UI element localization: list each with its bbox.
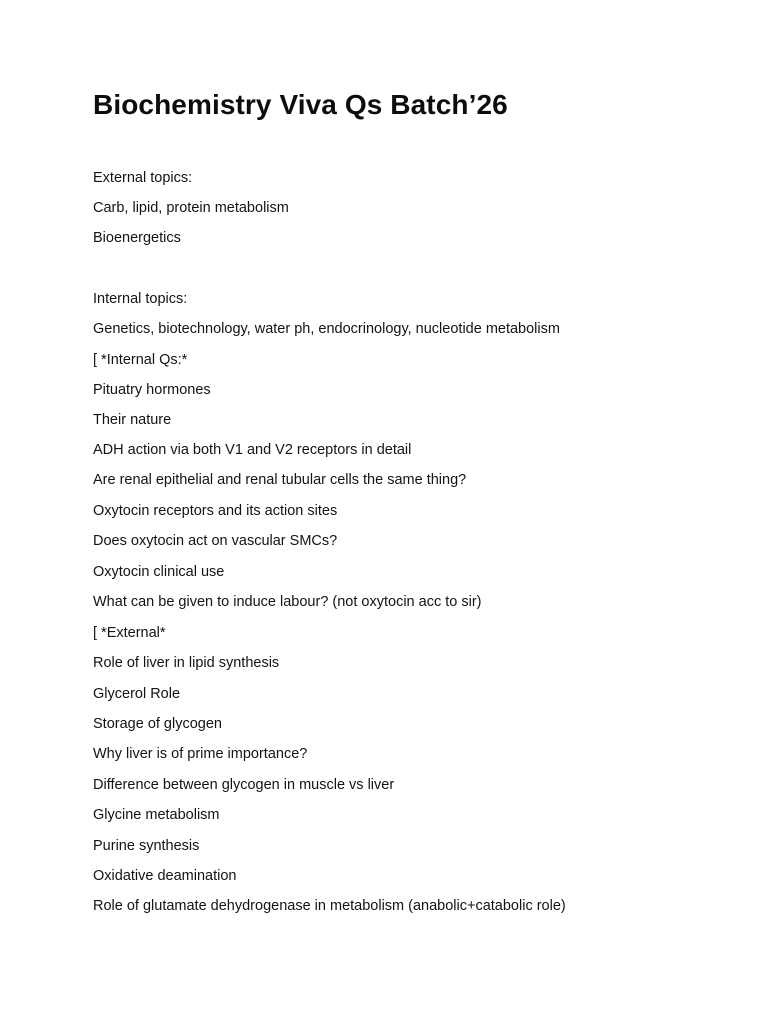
text-line: Glycine metabolism xyxy=(93,807,220,823)
text-line: Role of liver in lipid synthesis xyxy=(93,655,280,671)
text-line: Glycerol Role xyxy=(93,686,181,702)
text-line: ADH action via both V1 and V2 receptors in detail xyxy=(93,442,412,458)
text-line: Oxytocin receptors and its action sites xyxy=(93,503,338,519)
document-title: Biochemistry Viva Qs Batch’26 xyxy=(93,89,508,120)
text-line: Purine synthesis xyxy=(93,838,200,854)
text-line: Their nature xyxy=(93,412,172,428)
text-line: Does oxytocin act on vascular SMCs? xyxy=(93,533,338,549)
internal-topics-heading: Internal topics: xyxy=(93,291,188,307)
text-line: Oxytocin clinical use xyxy=(93,564,225,580)
text-line: What can be given to induce labour? (not oxytocin acc to sir) xyxy=(93,594,482,610)
text-line: Carb, lipid, protein metabolism xyxy=(93,200,289,216)
external-topics-heading: External topics: xyxy=(93,170,193,186)
external-qs-heading: [ *External* xyxy=(93,625,166,641)
text-line: Why liver is of prime importance? xyxy=(93,746,308,762)
text-line: Storage of glycogen xyxy=(93,716,222,732)
text-line: Oxidative deamination xyxy=(93,868,237,884)
text-line: Genetics, biotechnology, water ph, endocrinology, nucleotide metabolism xyxy=(93,321,560,337)
text-line: Pituatry hormones xyxy=(93,382,211,398)
text-line: Bioenergetics xyxy=(93,230,181,246)
text-line: Are renal epithelial and renal tubular cells the same thing? xyxy=(93,472,467,488)
text-line: Role of glutamate dehydrogenase in metabolism (anabolic+catabolic role) xyxy=(93,898,566,914)
internal-qs-heading: [ *Internal Qs:* xyxy=(93,352,188,368)
text-line: Difference between glycogen in muscle vs liver xyxy=(93,777,395,793)
